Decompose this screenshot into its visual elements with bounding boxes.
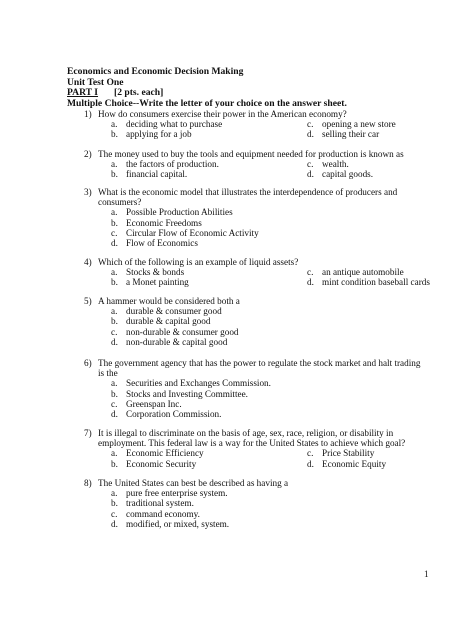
option-a: a. pure free enterprise system. <box>111 488 228 499</box>
question-text: The United States can best be described as having a <box>98 478 289 488</box>
option-a: a. the factors of production. <box>111 159 219 170</box>
instructions: Multiple Choice--Write the letter of your choice on the answer sheet. <box>67 97 347 109</box>
question-number: 8) <box>84 478 92 488</box>
option-d: d. capital goods. <box>307 169 374 180</box>
option-b: b. financial capital. <box>111 169 188 180</box>
option-b: b. Economic Freedoms <box>111 217 202 228</box>
option-d: d. Flow of Economics <box>111 238 198 249</box>
option-d: d. non-durable & capital good <box>111 336 228 347</box>
part-label: PART I <box>67 87 99 99</box>
question-number: 2) <box>84 149 92 159</box>
question-text: The government agency that has the power to regulate the stock market and halt trading is the <box>98 358 421 379</box>
option-b: b. applying for a job <box>111 129 192 140</box>
part-points: [2 pts. each] <box>114 87 164 99</box>
option-a: a. Economic Efficiency <box>111 448 204 459</box>
option-c: c. Circular Flow of Economic Activity <box>111 227 259 238</box>
question-number: 7) <box>84 428 92 438</box>
test-title: Economics and Economic Decision Making <box>67 66 244 77</box>
question-text: A hammer would be considered both a <box>98 296 240 306</box>
option-a: a. Possible Production Abilities <box>111 207 233 218</box>
question-text: It is illegal to discriminate on the basis of age, sex, race, religion, or disability in employment. This federal law is a way for the United States to achieve which goal? <box>98 428 406 449</box>
question-7 <box>84 428 457 469</box>
option-c: c. non-durable & consumer good <box>111 326 239 337</box>
question-number: 3) <box>84 187 92 197</box>
option-a: a. Securities and Exchanges Commission. <box>111 378 271 389</box>
question-text: Which of the following is an example of liquid assets? <box>98 257 299 267</box>
option-c: c. opening a new store <box>307 119 396 130</box>
question-number: 1) <box>84 109 92 119</box>
option-c: c. an antique automobile <box>307 267 404 278</box>
option-c: c. Greenspan Inc. <box>111 398 182 409</box>
option-b: b. traditional system. <box>111 498 194 509</box>
option-c: c. wealth. <box>307 159 349 170</box>
question-number: 4) <box>84 257 92 267</box>
option-b: b. Economic Security <box>111 458 197 469</box>
page-number: 1 <box>424 569 429 579</box>
question-text: How do consumers exercise their power in the American economy? <box>98 109 347 119</box>
option-a: a. durable & consumer good <box>111 306 222 317</box>
option-b: b. a Monet painting <box>111 277 189 288</box>
option-c: c. Price Stability <box>307 448 375 459</box>
option-d: d. selling their car <box>307 129 380 140</box>
question-text: What is the economic model that illustrates the interdependence of producers and consumers? <box>98 187 398 208</box>
question-text: The money used to buy the tools and equipment needed for production is known as <box>98 149 404 159</box>
question-number: 6) <box>84 358 92 368</box>
question-6 <box>84 358 424 419</box>
option-a: a. deciding what to purchase <box>111 119 223 130</box>
test-header <box>67 67 347 109</box>
option-d: d. modified, or mixed, system. <box>111 518 230 529</box>
question-1 <box>84 109 457 140</box>
option-d: d. Economic Equity <box>307 458 387 469</box>
question-8 <box>84 478 424 529</box>
option-b: b. Stocks and Investing Committee. <box>111 388 248 399</box>
question-5 <box>84 296 424 347</box>
question-3 <box>84 187 424 248</box>
option-a: a. Stocks & bonds <box>111 267 185 278</box>
option-d: d. Corporation Commission. <box>111 409 222 420</box>
question-2 <box>84 149 457 180</box>
option-b: b. durable & capital good <box>111 316 211 327</box>
question-4 <box>84 257 457 288</box>
option-d: d. mint condition baseball cards <box>307 277 430 288</box>
question-number: 5) <box>84 296 92 306</box>
option-c: c. command economy. <box>111 508 200 519</box>
test-subtitle: Unit Test One <box>67 76 124 88</box>
